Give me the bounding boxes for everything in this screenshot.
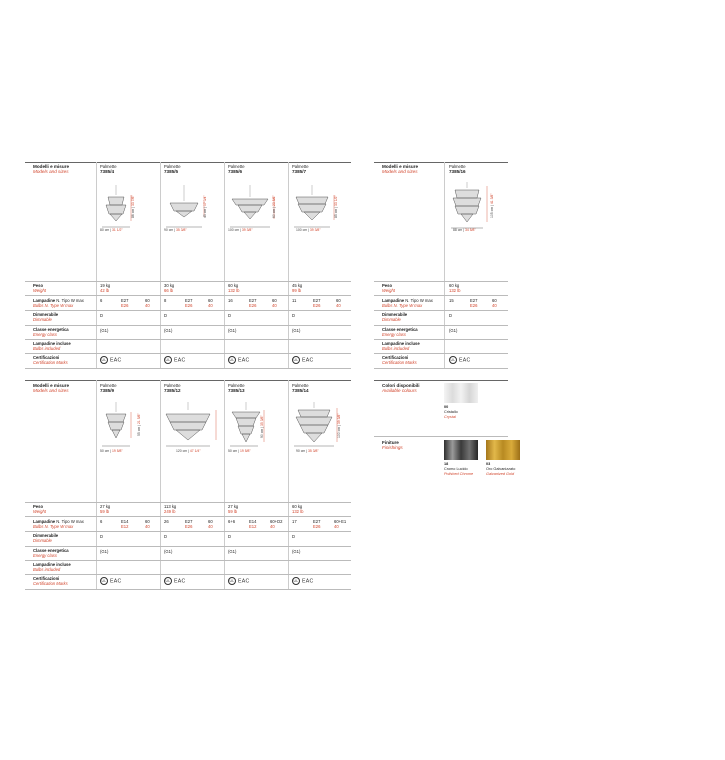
lamps-label-it: Lampadine N. Tipo W max xyxy=(33,298,84,303)
divider xyxy=(374,310,508,311)
col-sep xyxy=(288,380,289,590)
lamps-n: 26 xyxy=(164,519,169,524)
model-name: Palmette xyxy=(292,383,309,388)
weight-lb: 132 lb xyxy=(292,509,304,514)
width-in: 47 1/4" xyxy=(189,449,201,453)
swatch-name-en: Galvanized Gold xyxy=(486,472,515,476)
lamps-w-en: 40 xyxy=(492,303,497,308)
model-code: 7385/12 xyxy=(164,388,181,393)
colours-title-it: Colori disponibili xyxy=(382,383,420,388)
cert-label-it: Certificazioni xyxy=(33,355,60,360)
lamps-type-en: E26 xyxy=(185,524,193,529)
width-cm: 50 cm xyxy=(228,449,238,453)
height-cm: 86 cm xyxy=(131,208,135,218)
weight-label-en: Weight xyxy=(33,288,46,293)
model-name: Palmette xyxy=(164,383,181,388)
lamps-w: 60 xyxy=(272,298,277,303)
divider xyxy=(25,295,351,296)
model-code: 7385/7 xyxy=(292,169,307,174)
weight-lb: 59 lb xyxy=(100,509,110,514)
weight-kg: 45 kg xyxy=(292,283,303,288)
swatch-galvanized-gold[interactable] xyxy=(486,440,520,460)
weight-label-it: Peso xyxy=(33,283,44,288)
energy-label-it: Classe energetica xyxy=(382,327,418,332)
width-cm: 120 cm xyxy=(176,449,188,453)
swatch-polished-chrome[interactable] xyxy=(444,440,478,460)
lamps-w-en: 40 xyxy=(145,303,150,308)
lamps-w: 60+D2 xyxy=(270,519,283,524)
lamps-type-en: E26 xyxy=(313,524,321,529)
energy-value: (G1) xyxy=(100,549,109,554)
finishes-title-it: Finiture xyxy=(382,440,399,445)
lamps-w-en: 40 xyxy=(334,524,339,529)
width-in: 31 1/2" xyxy=(112,228,123,232)
dimmable-value: D xyxy=(449,313,453,318)
lamps-type-en: E26 xyxy=(470,303,478,308)
lamps-type-en: E26 xyxy=(313,303,321,308)
divider xyxy=(25,162,351,163)
swatch-crystal[interactable] xyxy=(444,383,478,403)
dimmable-value: D xyxy=(292,534,296,539)
energy-value: (G1) xyxy=(164,549,173,554)
col-sep xyxy=(96,380,97,590)
energy-value: (G1) xyxy=(228,549,237,554)
swatch-name-it: Cromo Lucido xyxy=(444,467,468,471)
divider xyxy=(25,502,351,503)
lamps-label-it: Lampadine N. Tipo W max xyxy=(382,298,433,303)
lamps-w-en: 40 xyxy=(208,524,213,529)
weight-lb: 66 lb xyxy=(164,288,174,293)
ul-mark-icon: UL xyxy=(450,358,456,362)
lamps-w: 60 xyxy=(145,519,150,524)
weight-lb: 59 lb xyxy=(228,509,238,514)
swatch-name-en: Crystal xyxy=(444,415,456,419)
col-sep xyxy=(444,162,445,368)
width-in: 35 3/8" xyxy=(176,228,187,232)
height-in: 23 5/8" xyxy=(272,195,276,206)
cert-label-en: Certification Marks xyxy=(382,360,417,365)
divider xyxy=(25,281,351,282)
width-in: 35 3/8" xyxy=(308,449,319,453)
colours-title-en: Available colours xyxy=(382,388,417,393)
col-sep xyxy=(224,162,225,368)
lamps-type-en: E26 xyxy=(185,303,193,308)
weight-lb: 132 lb xyxy=(449,288,461,293)
height-in: 17 3/4" xyxy=(203,195,207,206)
model-code: 7385/16 xyxy=(449,169,466,174)
width-in: 19 5/8" xyxy=(240,449,251,453)
divider xyxy=(25,325,351,326)
weight-lb: 249 lb xyxy=(164,509,176,514)
chandelier-drawing xyxy=(100,183,156,231)
certification-marks: UL EAC xyxy=(229,357,250,364)
height-cm: 55 cm xyxy=(137,426,141,436)
certification-marks: UL EAC xyxy=(293,578,314,585)
divider xyxy=(25,560,351,561)
dimmable-label-it: Dimmerabile xyxy=(382,312,408,317)
ul-mark-icon: UL xyxy=(165,579,171,583)
height-cm: 85 cm xyxy=(334,208,338,218)
finishes-title-en: Finishings xyxy=(382,445,403,450)
swatch-code: 03 xyxy=(486,462,491,466)
energy-value: (G1) xyxy=(228,328,237,333)
width-cm: 50 cm xyxy=(100,449,110,453)
lamps-w-en: 40 xyxy=(270,524,275,529)
lamps-type-en: E26 xyxy=(249,303,257,308)
cert-label-it: Certificazioni xyxy=(382,355,409,360)
ul-mark-icon: UL xyxy=(165,358,171,362)
weight-lb: 42 lb xyxy=(100,288,110,293)
width-cm: 100 cm xyxy=(228,228,240,232)
lamps-n: 6 xyxy=(100,298,103,303)
lamps-w: 60 xyxy=(208,519,213,524)
lamps-type-en: E26 xyxy=(121,303,129,308)
model-code: 7385/4 xyxy=(100,169,115,174)
width-in: 39 3/8" xyxy=(309,228,321,232)
bulbs-included-label-en: Bulbs included xyxy=(33,346,61,351)
divider xyxy=(25,546,351,547)
height-cm: 60 cm xyxy=(272,208,276,218)
models-title-en: Models and sizes xyxy=(33,169,69,174)
models-title-it: Modelli e misure xyxy=(382,164,418,169)
weight-lb: 99 lb xyxy=(292,288,302,293)
height-in: 33 7/8" xyxy=(131,195,135,206)
swatch-name-it: Oro Galvanizzato xyxy=(486,467,516,471)
lamps-n: 6 xyxy=(100,519,103,524)
dimmable-value: D xyxy=(228,534,232,539)
lamps-w: 60 xyxy=(145,298,150,303)
col-sep xyxy=(160,162,161,368)
dimmable-label-en: Dimmable xyxy=(33,317,52,322)
lamps-w-en: 40 xyxy=(272,303,277,308)
dimmable-value: D xyxy=(228,313,232,318)
lamps-w-en: 40 xyxy=(145,524,150,529)
lamps-n: 6+6 xyxy=(228,519,236,524)
model-name: Palmette xyxy=(228,383,245,388)
models-title-it: Modelli e misure xyxy=(33,383,69,388)
weight-kg: 30 kg xyxy=(164,283,175,288)
lamps-w-en: 40 xyxy=(336,303,341,308)
dimmable-value: D xyxy=(164,534,168,539)
dimmable-value: D xyxy=(100,534,104,539)
model-name: Palmette xyxy=(164,164,181,169)
lamps-n: 8 xyxy=(164,298,167,303)
model-name: Palmette xyxy=(449,164,466,169)
ul-mark-icon: UL xyxy=(293,579,299,583)
model-name: Palmette xyxy=(228,164,245,169)
lamps-type: E27 xyxy=(185,519,193,524)
divider xyxy=(25,380,351,381)
divider xyxy=(25,531,351,532)
weight-label-it: Peso xyxy=(33,504,44,509)
model-name: Palmette xyxy=(292,164,309,169)
dimmable-label-it: Dimmerabile xyxy=(33,533,59,538)
divider xyxy=(374,339,508,340)
lamps-type: E27 xyxy=(313,519,321,524)
dimmable-label-en: Dimmable xyxy=(33,538,52,543)
divider xyxy=(374,353,508,354)
weight-kg: 60 kg xyxy=(449,283,460,288)
divider xyxy=(25,368,351,369)
bulbs-included-label-it: Lampadine incluse xyxy=(382,341,420,346)
ul-mark-icon: UL xyxy=(229,358,235,362)
certification-marks: UL EAC xyxy=(450,357,471,364)
weight-label-en: Weight xyxy=(33,509,46,514)
lamps-type: E27 xyxy=(121,298,129,303)
lamps-type: E27 xyxy=(470,298,478,303)
dimmable-value: D xyxy=(292,313,296,318)
height-in: 41 3/8" xyxy=(490,193,494,205)
bulbs-included-label-en: Bulbs included xyxy=(33,567,61,572)
height-cm: 45 cm xyxy=(203,208,207,218)
divider xyxy=(374,162,508,163)
swatch-name-it: Cristallo xyxy=(444,410,458,414)
weight-kg: 60 kg xyxy=(292,504,303,509)
model-code: 7385/6 xyxy=(228,169,243,174)
height-in: 35 3/8" xyxy=(260,415,264,426)
width-cm: 90 cm xyxy=(164,228,174,232)
model-code: 7385/14 xyxy=(292,388,309,393)
divider xyxy=(25,339,351,340)
lamps-label-en: Bulbs N. Type W max xyxy=(33,303,74,308)
lamps-w: 60 xyxy=(492,298,497,303)
width-cm: 90 cm xyxy=(296,449,306,453)
models-title-en: Models and sizes xyxy=(382,169,418,174)
dimmable-label-it: Dimmerabile xyxy=(33,312,59,317)
lamps-type-en: E12 xyxy=(121,524,129,529)
energy-label-it: Classe energetica xyxy=(33,548,69,553)
lamps-type: E14 xyxy=(121,519,129,524)
energy-value: (G1) xyxy=(292,549,301,554)
height-cm: 105 cm xyxy=(490,206,494,218)
swatch-code: 00 xyxy=(444,405,449,409)
model-code: 7385/9 xyxy=(100,388,115,393)
lamps-type: E14 xyxy=(249,519,257,524)
weight-kg: 19 kg xyxy=(100,283,111,288)
width-in: 34 5/8" xyxy=(465,228,476,232)
lamps-w: 60 xyxy=(208,298,213,303)
bulbs-included-label-it: Lampadine incluse xyxy=(33,562,71,567)
energy-label-it: Classe energetica xyxy=(33,327,69,332)
energy-label-en: Energy class xyxy=(33,332,57,337)
lamps-type-en: E12 xyxy=(249,524,257,529)
ul-mark-icon: UL xyxy=(101,358,107,362)
weight-kg: 113 kg xyxy=(164,504,177,509)
lamps-n: 15 xyxy=(449,298,454,303)
width-cm: 80 cm xyxy=(100,228,110,232)
chandelier-drawing xyxy=(449,180,505,232)
ul-mark-icon: UL xyxy=(293,358,299,362)
weight-kg: 60 kg xyxy=(228,283,239,288)
energy-value: (G1) xyxy=(449,328,458,333)
height-in: 21 5/8" xyxy=(137,413,141,424)
bulbs-included-label-en: Bulbs included xyxy=(382,346,410,351)
certification-marks: UL EAC xyxy=(293,357,314,364)
lamps-type: E27 xyxy=(249,298,257,303)
energy-label-en: Energy class xyxy=(33,553,57,558)
height-in: 39 3/8" xyxy=(337,413,341,425)
model-name: Palmette xyxy=(100,164,117,169)
models-title-en: Models and sizes xyxy=(33,388,69,393)
swatch-name-en: Polished Chrome xyxy=(444,472,474,476)
cert-label-en: Certification Marks xyxy=(33,360,68,365)
dimmable-label-en: Dimmable xyxy=(382,317,401,322)
height-cm: 100 cm xyxy=(337,426,341,438)
certification-marks: UL EAC xyxy=(165,357,186,364)
lamps-n: 17 xyxy=(292,519,297,524)
width-cm: 88 cm xyxy=(453,228,463,232)
chandelier-drawing xyxy=(164,400,222,450)
energy-label-en: Energy class xyxy=(382,332,406,337)
lamps-n: 16 xyxy=(228,298,233,303)
model-code: 7385/5 xyxy=(164,169,179,174)
weight-label-it: Peso xyxy=(382,283,393,288)
divider xyxy=(25,353,351,354)
energy-value: (G1) xyxy=(164,328,173,333)
lamps-type: E27 xyxy=(313,298,321,303)
ul-mark-icon: UL xyxy=(229,579,235,583)
width-in: 19 5/8" xyxy=(112,449,123,453)
lamps-n: 11 xyxy=(292,298,297,303)
divider xyxy=(25,574,351,575)
cert-label-it: Certificazioni xyxy=(33,576,60,581)
col-sep xyxy=(160,380,161,590)
divider xyxy=(374,380,508,381)
model-name: Palmette xyxy=(100,383,117,388)
weight-label-en: Weight xyxy=(382,288,395,293)
divider xyxy=(374,368,508,369)
height-cm: 90 cm xyxy=(260,428,264,438)
divider xyxy=(25,310,351,311)
certification-marks: UL EAC xyxy=(101,578,122,585)
lamps-w: 60+E1 xyxy=(334,519,347,524)
weight-kg: 27 kg xyxy=(228,504,239,509)
dimmable-value: D xyxy=(164,313,168,318)
energy-value: (G1) xyxy=(100,328,109,333)
col-sep xyxy=(96,162,97,368)
lamps-type: E27 xyxy=(185,298,193,303)
chandelier-drawing xyxy=(228,400,284,450)
height-in: 33 1/2" xyxy=(334,195,338,206)
bulbs-included-label-it: Lampadine incluse xyxy=(33,341,71,346)
chandelier-drawing xyxy=(292,183,348,231)
col-sep xyxy=(288,162,289,368)
divider xyxy=(374,436,508,437)
dimmable-value: D xyxy=(100,313,104,318)
swatch-code: 18 xyxy=(444,462,449,466)
lamps-label-it: Lampadine N. Tipo W max xyxy=(33,519,84,524)
divider xyxy=(25,589,351,590)
energy-value: (G1) xyxy=(292,328,301,333)
divider xyxy=(374,281,508,282)
ul-mark-icon: UL xyxy=(101,579,107,583)
lamps-w-en: 40 xyxy=(208,303,213,308)
lamps-label-en: Bulbs N. Type W max xyxy=(33,524,74,529)
lamps-w: 60 xyxy=(336,298,341,303)
certification-marks: UL EAC xyxy=(101,357,122,364)
chandelier-drawing xyxy=(164,183,220,231)
certification-marks: UL EAC xyxy=(165,578,186,585)
lamps-label-en: Bulbs N. Type W max xyxy=(382,303,423,308)
divider xyxy=(374,325,508,326)
model-code: 7385/13 xyxy=(228,388,245,393)
divider xyxy=(374,295,508,296)
col-sep xyxy=(224,380,225,590)
chandelier-drawing xyxy=(100,400,156,450)
certification-marks: UL EAC xyxy=(229,578,250,585)
cert-label-en: Certification Marks xyxy=(33,581,68,586)
width-cm: 100 cm xyxy=(296,228,308,232)
weight-kg: 27 kg xyxy=(100,504,111,509)
weight-lb: 132 lb xyxy=(228,288,240,293)
width-in: 39 3/8" xyxy=(241,228,253,232)
divider xyxy=(25,516,351,517)
models-title-it: Modelli e misure xyxy=(33,164,69,169)
